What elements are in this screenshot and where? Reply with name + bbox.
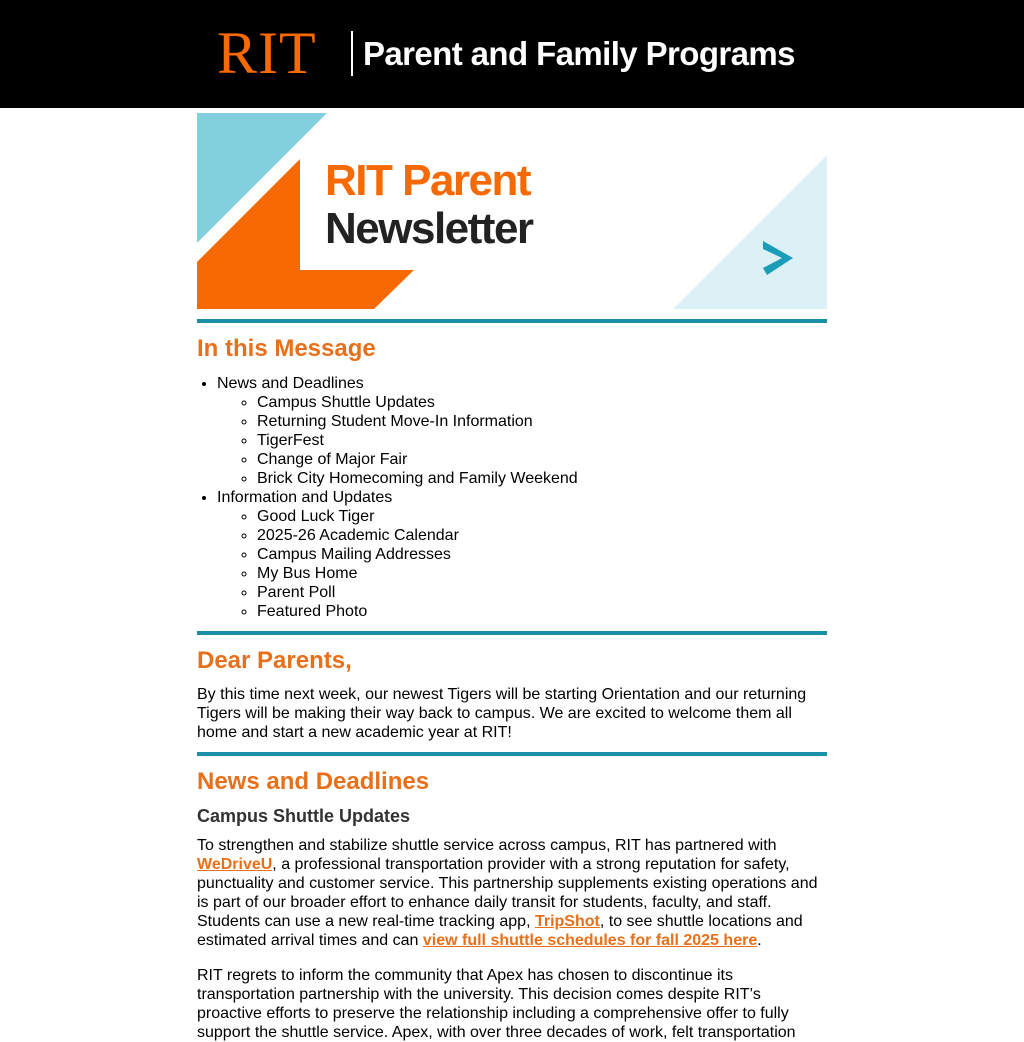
toc-list bbox=[197, 374, 827, 621]
toc-sublist bbox=[217, 507, 827, 621]
toc-item[interactable]: ◦ Good Luck Tiger bbox=[257, 507, 827, 526]
banner-title-line2: Newsletter bbox=[325, 204, 533, 253]
greeting-paragraph: By this time next week, our newest Tigers will be starting Orientation and our returning Tigers will be making their way back to campus. We are excited to welcome them all home and start a new academic year at RIT! bbox=[197, 686, 807, 741]
wedriveu-link[interactable]: WeDriveU bbox=[197, 856, 273, 873]
section-divider bbox=[197, 631, 827, 635]
toc-item[interactable]: ◦ Parent Poll bbox=[257, 583, 827, 602]
toc-item[interactable]: ◦ Campus Mailing Addresses bbox=[257, 545, 827, 564]
banner-title-line1: RIT Parent bbox=[325, 156, 531, 205]
toc-sublist bbox=[217, 393, 827, 488]
rit-logo[interactable]: RIT bbox=[217, 20, 317, 86]
toc-item[interactable]: ◦ TigerFest bbox=[257, 431, 827, 450]
shuttle-paragraph-2: RIT regrets to inform the community that Apex has chosen to discontinue its transportation partnership with the university. This decision comes despite RIT’s proactive efforts to preserve the relationship including a comprehensive offer to fully support the shuttle service. Apex, with over three decades of work, felt transportation bbox=[197, 967, 796, 1041]
shuttle-schedule-link[interactable]: view full shuttle schedules for fall 2025 here bbox=[422, 932, 758, 949]
toc-item[interactable]: ◦ Change of Major Fair bbox=[257, 450, 827, 469]
program-title: Parent and Family Programs bbox=[363, 35, 795, 72]
toc-item[interactable]: ◦ My Bus Home bbox=[257, 564, 827, 583]
header-bar bbox=[0, 0, 1024, 108]
tripshot-link[interactable]: TripShot bbox=[534, 913, 600, 930]
logo-divider bbox=[351, 31, 353, 76]
newsletter-banner bbox=[197, 113, 827, 309]
toc-item[interactable]: ◦ Returning Student Move-In Information bbox=[257, 412, 827, 431]
shuttle-text: . bbox=[757, 932, 762, 949]
shuttle-paragraph-1 bbox=[197, 836, 827, 950]
shuttle-text: , to see shuttle locations and estimated arrival times and can bbox=[197, 913, 803, 949]
toc-item[interactable]: ◦ Featured Photo bbox=[257, 602, 827, 621]
banner-pale-triangle bbox=[673, 155, 827, 309]
toc-heading: In this Message bbox=[197, 335, 376, 362]
shuttle-text: , a professional transportation provider with a strong reputation for safety, punctuality and customer service. This partnership supplements existing operations and is part of our broader effort to enhance daily transit for students, faculty, and staff. Students can use a new real-time tracking app, bbox=[197, 856, 818, 930]
news-heading: News and Deadlines bbox=[197, 768, 430, 795]
newsletter-content bbox=[197, 113, 827, 1042]
toc-item[interactable]: ◦ Brick City Homecoming and Family Weekend bbox=[257, 469, 827, 488]
toc-item[interactable]: ◦ 2025-26 Academic Calendar bbox=[257, 526, 827, 545]
toc-group bbox=[217, 374, 827, 488]
toc-group bbox=[217, 488, 827, 621]
greeting-heading: Dear Parents, bbox=[197, 647, 352, 674]
shuttle-text: To strengthen and stabilize shuttle service across campus, RIT has partnered with bbox=[197, 837, 777, 854]
toc-group-label[interactable]: Information and Updates bbox=[217, 489, 393, 506]
toc-item[interactable]: ◦ Campus Shuttle Updates bbox=[257, 393, 827, 412]
section-divider bbox=[197, 752, 827, 756]
section-divider bbox=[197, 319, 827, 323]
toc-group-label[interactable]: News and Deadlines bbox=[217, 375, 364, 392]
shuttle-subheading: Campus Shuttle Updates bbox=[197, 806, 411, 826]
